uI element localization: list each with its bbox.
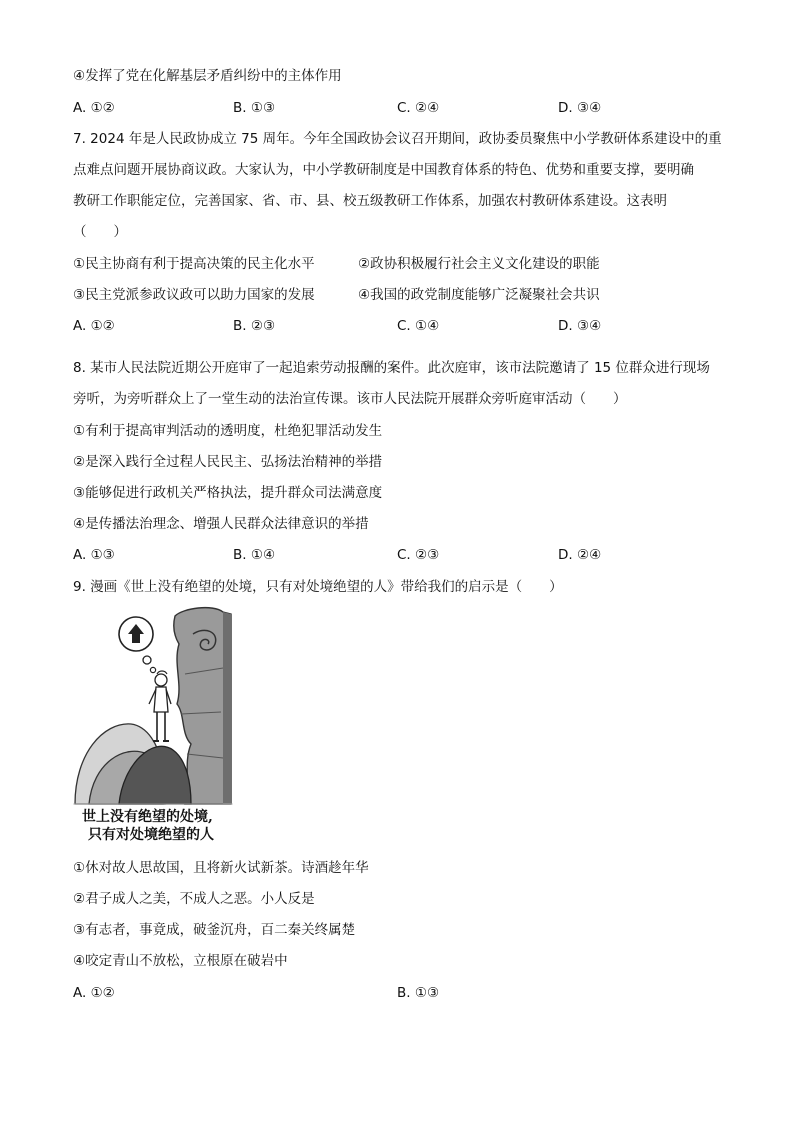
q7-statement-1: ①民主协商有利于提高决策的民主化水平 bbox=[73, 256, 315, 272]
q7-option-d: D. ③④ bbox=[558, 318, 602, 334]
q9-statement-4: ④咬定青山不放松，立根原在破岩中 bbox=[73, 953, 288, 969]
q8-option-a: A. ①③ bbox=[73, 547, 115, 563]
q7-stem-line-4: （ ） bbox=[73, 224, 127, 240]
q8-statement-3: ③能够促进行政机关严格执法，提升群众司法满意度 bbox=[73, 485, 383, 501]
q7-stem-line-2: 点难点问题开展协商议政。大家认为，中小学教研制度是中国教育体系的特色、优势和重要支撑，要明确 bbox=[73, 162, 694, 178]
q6-option-c: C. ②④ bbox=[397, 100, 440, 116]
q9-option-b: B. ①③ bbox=[397, 985, 440, 1001]
q7-statement-2: ②政协积极履行社会主义文化建设的职能 bbox=[358, 256, 600, 272]
q7-option-a: A. ①② bbox=[73, 318, 115, 334]
q9-stem: 9. 漫画《世上没有绝望的处境，只有对处境绝望的人》带给我们的启示是（ ） bbox=[73, 579, 563, 595]
q9-statement-3: ③有志者，事竟成，破釜沉舟，百二秦关终属楚 bbox=[73, 922, 356, 938]
person-figure bbox=[149, 671, 171, 741]
cartoon-caption-line-2: 只有对处境绝望的人 bbox=[88, 827, 214, 843]
q8-statement-4: ④是传播法治理念、增强人民群众法律意识的举措 bbox=[73, 516, 369, 532]
q9-statement-2: ②君子成人之美，不成人之恶。小人反是 bbox=[73, 891, 315, 907]
q8-option-c: C. ②③ bbox=[397, 547, 440, 563]
q8-option-d: D. ②④ bbox=[558, 547, 602, 563]
q8-stem-line-1: 8. 某市人民法院近期公开庭审了一起追索劳动报酬的案件。此次庭审，该市法院邀请了 15 位群众进行现场 bbox=[73, 360, 710, 376]
q6-option-d: D. ③④ bbox=[558, 100, 602, 116]
q8-stem-line-2: 旁听，为旁听群众上了一堂生动的法治宣传课。该市人民法院开展群众旁听庭审活动（ ） bbox=[73, 391, 627, 407]
q8-statement-1: ①有利于提高审判活动的透明度，杜绝犯罪活动发生 bbox=[73, 423, 383, 439]
q7-stem-line-3: 教研工作职能定位，完善国家、省、市、县、校五级教研工作体系，加强农村教研体系建设。这表明 bbox=[73, 193, 667, 209]
q9-option-a: A. ①② bbox=[73, 985, 115, 1001]
q7-stem-line-1: 7. 2024 年是人民政协成立 75 周年。今年全国政协会议召开期间，政协委员聚焦中小学教研体系建设中的重 bbox=[73, 131, 722, 147]
q6-option-b: B. ①③ bbox=[233, 100, 276, 116]
q8-statement-2: ②是深入践行全过程人民民主、弘扬法治精神的举措 bbox=[73, 454, 383, 470]
q6-option-a: A. ①② bbox=[73, 100, 115, 116]
q8-option-b: B. ①④ bbox=[233, 547, 276, 563]
q7-option-c: C. ①④ bbox=[397, 318, 440, 334]
q6-statement-4: ④发挥了党在化解基层矛盾纠纷中的主体作用 bbox=[73, 68, 342, 84]
q9-statement-1: ①休对故人思故国，且将新火试新茶。诗酒趁年华 bbox=[73, 860, 369, 876]
q7-statement-3: ③民主党派参政议政可以助力国家的发展 bbox=[73, 287, 315, 303]
q7-option-b: B. ②③ bbox=[233, 318, 276, 334]
cartoon-caption-line-1: 世上没有绝望的处境, bbox=[82, 809, 213, 825]
q7-statement-4: ④我国的政党制度能够广泛凝聚社会共识 bbox=[358, 287, 600, 303]
